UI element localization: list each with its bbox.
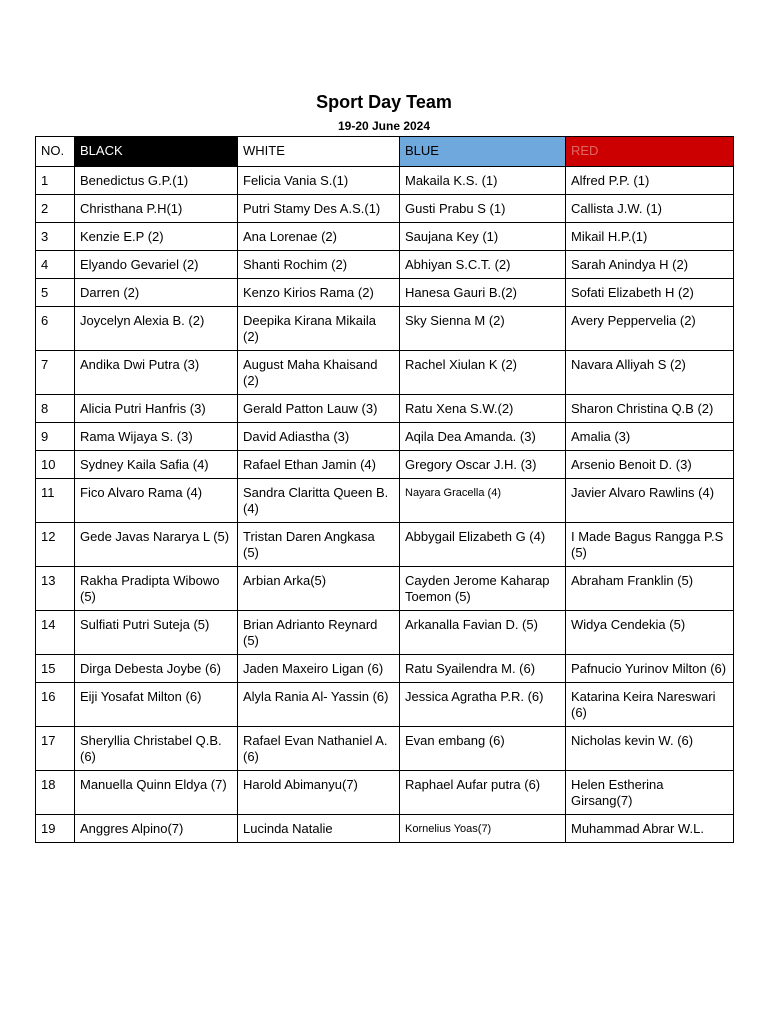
blue-team-member: Aqila Dea Amanda. (3) (400, 423, 566, 451)
red-team-member: Navara Alliyah S (2) (566, 351, 734, 395)
white-team-member: Kenzo Kirios Rama (2) (238, 279, 400, 307)
header-red-team: RED (566, 137, 734, 167)
black-team-member: Christhana P.H(1) (75, 195, 238, 223)
blue-team-member: Kornelius Yoas(7) (400, 815, 566, 843)
white-team-member: Rafael Ethan Jamin (4) (238, 451, 400, 479)
table-row (36, 307, 734, 351)
black-team-member: Dirga Debesta Joybe (6) (75, 655, 238, 683)
white-team-member: Harold Abimanyu(7) (238, 771, 400, 815)
red-team-member: Katarina Keira Nareswari (6) (566, 683, 734, 727)
white-team-member: Deepika Kirana Mikaila (2) (238, 307, 400, 351)
table-row (36, 683, 734, 727)
red-team-member: Alfred P.P. (1) (566, 167, 734, 195)
row-number: 15 (36, 655, 75, 683)
header-row (36, 137, 734, 167)
black-team-member: Rama Wijaya S. (3) (75, 423, 238, 451)
white-team-member: Tristan Daren Angkasa (5) (238, 523, 400, 567)
red-team-member: Callista J.W. (1) (566, 195, 734, 223)
red-team-member: Abraham Franklin (5) (566, 567, 734, 611)
black-team-member: Sydney Kaila Safia (4) (75, 451, 238, 479)
blue-team-member: Jessica Agratha P.R. (6) (400, 683, 566, 727)
red-team-member: Sarah Anindya H (2) (566, 251, 734, 279)
black-team-member: Elyando Gevariel (2) (75, 251, 238, 279)
red-team-member: Sofati Elizabeth H (2) (566, 279, 734, 307)
black-team-member: Joycelyn Alexia B. (2) (75, 307, 238, 351)
table-row (36, 223, 734, 251)
row-number: 7 (36, 351, 75, 395)
white-team-member: Ana Lorenae (2) (238, 223, 400, 251)
black-team-member: Anggres Alpino(7) (75, 815, 238, 843)
table-row (36, 815, 734, 843)
row-number: 2 (36, 195, 75, 223)
row-number: 19 (36, 815, 75, 843)
black-team-member: Alicia Putri Hanfris (3) (75, 395, 238, 423)
table-row (36, 523, 734, 567)
red-team-member: Helen Estherina Girsang(7) (566, 771, 734, 815)
blue-team-member: Hanesa Gauri B.(2) (400, 279, 566, 307)
white-team-member: Shanti Rochim (2) (238, 251, 400, 279)
page-title: Sport Day Team (316, 92, 452, 112)
white-team-member: Jaden Maxeiro Ligan (6) (238, 655, 400, 683)
table-row (36, 351, 734, 395)
row-number: 12 (36, 523, 75, 567)
blue-team-member: Saujana Key (1) (400, 223, 566, 251)
table-row (36, 195, 734, 223)
blue-team-member: Rachel Xiulan K (2) (400, 351, 566, 395)
red-team-member: I Made Bagus Rangga P.S (5) (566, 523, 734, 567)
blue-team-member: Raphael Aufar putra (6) (400, 771, 566, 815)
blue-team-member: Evan embang (6) (400, 727, 566, 771)
blue-team-member: Ratu Xena S.W.(2) (400, 395, 566, 423)
blue-team-member: Arkanalla Favian D. (5) (400, 611, 566, 655)
blue-team-member: Nayara Gracella (4) (400, 479, 566, 523)
table-row (36, 279, 734, 307)
row-number: 17 (36, 727, 75, 771)
white-team-member: Alyla Rania Al- Yassin (6) (238, 683, 400, 727)
red-team-member: Amalia (3) (566, 423, 734, 451)
white-team-member: August Maha Khaisand (2) (238, 351, 400, 395)
blue-team-member: Cayden Jerome Kaharap Toemon (5) (400, 567, 566, 611)
white-team-member: Gerald Patton Lauw (3) (238, 395, 400, 423)
white-team-member: Rafael Evan Nathaniel A. (6) (238, 727, 400, 771)
red-team-member: Sharon Christina Q.B (2) (566, 395, 734, 423)
header-no: NO. (36, 137, 75, 167)
event-date: 19-20 June 2024 (337, 119, 431, 133)
blue-team-member: Makaila K.S. (1) (400, 167, 566, 195)
black-team-member: Benedictus G.P.(1) (75, 167, 238, 195)
black-team-member: Darren (2) (75, 279, 238, 307)
row-number: 16 (36, 683, 75, 727)
blue-team-member: Abbygail Elizabeth G (4) (400, 523, 566, 567)
row-number: 4 (36, 251, 75, 279)
red-team-member: Avery Peppervelia (2) (566, 307, 734, 351)
black-team-member: Rakha Pradipta Wibowo (5) (75, 567, 238, 611)
white-team-member: Brian Adrianto Reynard (5) (238, 611, 400, 655)
blue-team-member: Abhiyan S.C.T. (2) (400, 251, 566, 279)
blue-team-member: Sky Sienna M (2) (400, 307, 566, 351)
table-row (36, 451, 734, 479)
black-team-member: Fico Alvaro Rama (4) (75, 479, 238, 523)
white-team-member: Arbian Arka(5) (238, 567, 400, 611)
table-row (36, 167, 734, 195)
red-team-member: Pafnucio Yurinov Milton (6) (566, 655, 734, 683)
red-team-member: Javier Alvaro Rawlins (4) (566, 479, 734, 523)
blue-team-member: Ratu Syailendra M. (6) (400, 655, 566, 683)
black-team-member: Kenzie E.P (2) (75, 223, 238, 251)
row-number: 14 (36, 611, 75, 655)
table-row (36, 727, 734, 771)
row-number: 8 (36, 395, 75, 423)
red-team-member: Muhammad Abrar W.L. (566, 815, 734, 843)
white-team-member: David Adiastha (3) (238, 423, 400, 451)
team-table (35, 136, 734, 843)
red-team-member: Arsenio Benoit D. (3) (566, 451, 734, 479)
black-team-member: Manuella Quinn Eldya (7) (75, 771, 238, 815)
black-team-member: Gede Javas Nararya L (5) (75, 523, 238, 567)
red-team-member: Nicholas kevin W. (6) (566, 727, 734, 771)
header-white-team: WHITE (238, 137, 400, 167)
table-row (36, 395, 734, 423)
table-row (36, 479, 734, 523)
table-row (36, 567, 734, 611)
white-team-member: Felicia Vania S.(1) (238, 167, 400, 195)
blue-team-member: Gusti Prabu S (1) (400, 195, 566, 223)
black-team-member: Sheryllia Christabel Q.B. (6) (75, 727, 238, 771)
black-team-member: Andika Dwi Putra (3) (75, 351, 238, 395)
table-row (36, 251, 734, 279)
blue-team-member: Gregory Oscar J.H. (3) (400, 451, 566, 479)
row-number: 9 (36, 423, 75, 451)
row-number: 13 (36, 567, 75, 611)
header-black-team: BLACK (75, 137, 238, 167)
white-team-member: Putri Stamy Des A.S.(1) (238, 195, 400, 223)
black-team-member: Eiji Yosafat Milton (6) (75, 683, 238, 727)
black-team-member: Sulfiati Putri Suteja (5) (75, 611, 238, 655)
row-number: 11 (36, 479, 75, 523)
row-number: 1 (36, 167, 75, 195)
row-number: 6 (36, 307, 75, 351)
table-row (36, 423, 734, 451)
red-team-member: Mikail H.P.(1) (566, 223, 734, 251)
header-blue-team: BLUE (400, 137, 566, 167)
row-number: 5 (36, 279, 75, 307)
table-row (36, 611, 734, 655)
red-team-member: Widya Cendekia (5) (566, 611, 734, 655)
row-number: 18 (36, 771, 75, 815)
table-row (36, 655, 734, 683)
row-number: 10 (36, 451, 75, 479)
white-team-member: Lucinda Natalie (238, 815, 400, 843)
row-number: 3 (36, 223, 75, 251)
white-team-member: Sandra Claritta Queen B. (4) (238, 479, 400, 523)
table-row (36, 771, 734, 815)
